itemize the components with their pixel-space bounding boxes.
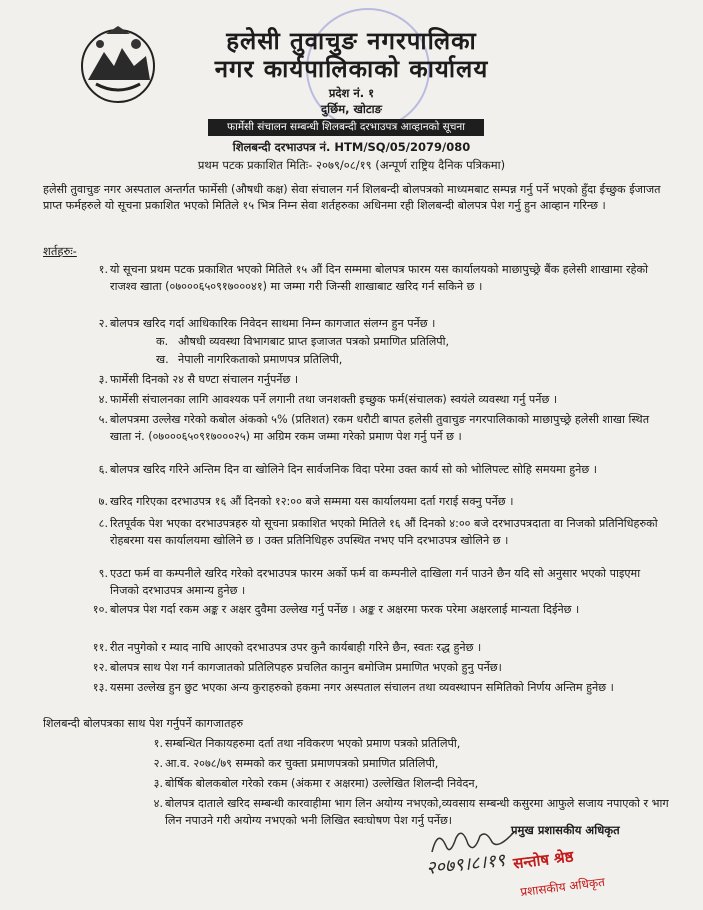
item-number: ३. (153, 777, 163, 790)
condition-item (98, 516, 670, 549)
conditions-title: शर्तहरुः- (43, 244, 77, 258)
item-text: एउटा फर्म वा कम्पनीले खरिद गरेको दरभाउपत्र फारम अर्को फर्म वा कम्पनीले दाखिला गर्न पाउने छैन यदि सो अनुसार भएको पाइएमा निजको दरभाउपत्र अमान्य हुनेछ । (110, 567, 641, 597)
item-number: २. (98, 317, 108, 330)
item-text: यो सूचना प्रथम पटक प्रकाशित भएको मितिले १५ औं दिन सम्ममा बोलपत्र फारम यस कार्यालयको माछापुच्छ्रे बैंक हलेसी शाखामा रहेको राजश्व खाता (०७०००६५०९१७०००४१) मा जम्मा गरी जिन्सी शाखाबाट खरिद गर्न सकिने छ । (110, 263, 648, 293)
reference-number: शिलबन्दी दरभाउपत्र नं. HTM/SQ/05/2079/080 (232, 140, 471, 154)
item-number: १. (153, 737, 163, 750)
notice-banner: फार्मेसी संचालन सम्बन्धी शिलबन्दी दरभाउपत्र आव्हानको सूचना (208, 119, 484, 136)
municipality-name: हलेसी तुवाचुङ नगरपालिका (226, 26, 477, 55)
intro-paragraph: हलेसी तुवाचुङ नगर अस्पताल अन्तर्गत फार्मेसी (औषधी कक्ष) सेवा संचालन गर्न शिलबन्दी बोलपत्रको माध्यमबाट सम्पन्न गर्नु पर्ने भएको हुँदा ईच्छुक ईजाजत प्राप्त फर्महरुले यो सूचना प्रकाशित भएको मितिले १५ भित्र निम्न सेवा शर्तहरुका अधिनमा रही शिलबन्दी बोलपत्र पेश गर्नु हुन आव्हान गरिन्छ । (43, 183, 661, 212)
sub-item-mark: क. (156, 335, 169, 348)
stamp-name: सन्तोष श्रेष्ठ (512, 847, 575, 873)
sub-item-mark: ख. (156, 353, 169, 366)
stamp-title: प्रशासकीय अधिकृत (519, 874, 606, 900)
sub-item-text: नेपाली नागरिकताको प्रमाणपत्र प्रतिलिपी, (178, 353, 343, 366)
item-number: ४. (98, 393, 108, 406)
item-text: रीत नपुगेको र म्याद नाघि आएको दरभाउपत्र उपर कुनै कार्यबाही गरिने छैन, स्वतः रद्ध हुनेछ । (110, 641, 482, 654)
item-text: बोलपत्र दाताले खरिद सम्बन्धी कारवाहीमा भाग लिन अयोग्य नभएको,व्यवसाय सम्बन्धी कसुरमा आफुले सजाय नपाएको र भाग लिन नपाउने गरी अयोग्य नभएको भनी लिखित स्वःघोषण पेश गर्नु पर्नेछ। (165, 797, 669, 827)
item-number: १. (98, 263, 108, 276)
province: प्रदेश नं. १ (328, 86, 375, 100)
condition-item (98, 392, 670, 409)
condition-item (92, 640, 670, 657)
condition-item (92, 660, 670, 677)
sub-item (156, 334, 658, 350)
published-date: प्रथम पटक प्रकाशित मितिः- २०७९/०८/१९ (अन्पूर्ण राष्ट्रिय दैनिक पत्रिकमा) (197, 158, 506, 172)
condition-item (98, 566, 670, 599)
item-number: ५. (98, 413, 108, 426)
condition-item (98, 316, 670, 333)
item-text: बोलपत्र खरिद गरिने अन्तिम दिन वा खोलिने दिन सार्वजनिक विदा परेमा उक्त कार्य सो को भोलिपल्ट सोहि समयमा हुनेछ । (110, 463, 597, 476)
condition-item (98, 462, 670, 479)
item-text: आ.व. २०७८/७९ सम्मको कर चुक्ता प्रमाणपत्रको प्रमाणित प्रतिलिपी, (165, 757, 439, 770)
condition-item (92, 602, 670, 619)
signature-date: २०७९।८।१९ (425, 849, 507, 880)
item-number: ६. (98, 463, 108, 476)
item-number: १०. (92, 603, 108, 616)
item-number: २. (153, 757, 163, 770)
item-text: सम्बन्धित निकायहरुमा दर्ता तथा नविकरण भएको प्रमाण पत्रको प्रतिलिपी, (165, 737, 461, 750)
condition-item (98, 372, 670, 389)
sub-item (156, 352, 658, 368)
item-text: खरिद गरिएका दरभाउपत्र १६ औं दिनको १२:०० बजे सम्ममा यस कार्यालयमा दर्ता गराई सक्नु पर्नेछ । (110, 495, 514, 508)
condition-item (98, 494, 670, 511)
office-name: नगर कार्यपालिकाको कार्यालय (214, 54, 489, 83)
item-text: बोलपत्र साथ पेश गर्न कागजातको प्रतिलिपहरु प्रचलित कानुन बमोजिम प्रमाणित भएको हुनु पर्नेछ। (110, 661, 502, 674)
item-text: बोलपत्र पेश गर्दा रकम अङ्क र अक्षर दुवैमा उल्लेख गर्नु पर्नेछ । अङ्क र अक्षरमा फरक परेमा अक्षरलाई मान्यता दिईनेछ । (110, 603, 580, 616)
document-item (153, 736, 673, 753)
item-text: रितपूर्वक पेश भएका दरभाउपत्रहरु यो सूचना प्रकाशित भएको मितिले १६ औं दिनको ४:०० बजे दरभाउपत्रदाता वा निजको प्रतिनिधिहरुको रोहबरमा यस कार्यालयमा खोलिने छ । उक्त प्रतिनिधिहरु उपस्थित नभए पनि दरभाउपत्र खोलिने छ । (110, 517, 658, 547)
item-text: यसमा उल्लेख हुन छुट भएका अन्य कुराहरुको हकमा नगर अस्पताल संचालन तथा व्यवस्थापन समितिको निर्णय अन्तिम हुनेछ । (110, 681, 614, 694)
documents-title: शिलबन्दी बोलपत्रका साथ पेश गर्नुपर्ने कागजातहरु (43, 717, 244, 730)
item-number: ९. (98, 567, 108, 580)
signatory-title: प्रमुख प्रशासकीय अधिकृत (511, 823, 620, 837)
condition-item (92, 680, 670, 697)
item-text: बोर्षिक बोलकबोल गरेको रकम (अंकमा र अक्षरमा) उल्लेखित शिलन्दी निवेदन, (165, 777, 479, 790)
item-number: ७. (98, 495, 108, 508)
item-number: ८. (98, 517, 108, 530)
condition-item (98, 412, 670, 445)
item-number: १३. (92, 681, 108, 694)
location: दुर्छिम, खोटाङ (321, 102, 382, 116)
item-text: फार्मेसी दिनको २४ सै घण्टा संचालन गर्नुपर्नेछ । (110, 373, 299, 386)
condition-item (98, 262, 670, 295)
document-item (153, 756, 673, 773)
item-number: ४. (153, 797, 163, 810)
item-text: फार्मेसी संचालनका लागि आवश्यक पर्ने लगानी तथा जनशक्ती इच्छुक फर्म(संचालक) स्वयंले व्यवस्था गर्नु पर्नेछ । (110, 393, 558, 406)
item-number: ३. (98, 373, 108, 386)
item-text: बोलपत्रमा उल्लेख गरेको कबोल अंकको ५% (प्रतिशत) रकम धरौटी बापत हलेसी तुवाचुङ नगरपालिकाको माछापुच्छ्रे हलेसी शाखा स्थित खाता नं. (०७०००६५०९१७०००२५) मा अग्रिम रकम जम्मा गरेको प्रमाण पेश गर्नु पर्ने छ । (110, 413, 650, 443)
item-number: ११. (92, 641, 108, 654)
item-text: बोलपत्र खरिद गर्दा आधिकारिक निवेदन साथमा निम्न कागजात संलग्न हुन पर्नेछ । (110, 317, 436, 330)
item-number: १२. (92, 661, 108, 674)
sub-item-text: औषधी व्यवस्था विभागबाट प्राप्त इजाजत पत्रको प्रमाणित प्रतिलिपी, (178, 335, 450, 348)
document-item (153, 776, 673, 793)
